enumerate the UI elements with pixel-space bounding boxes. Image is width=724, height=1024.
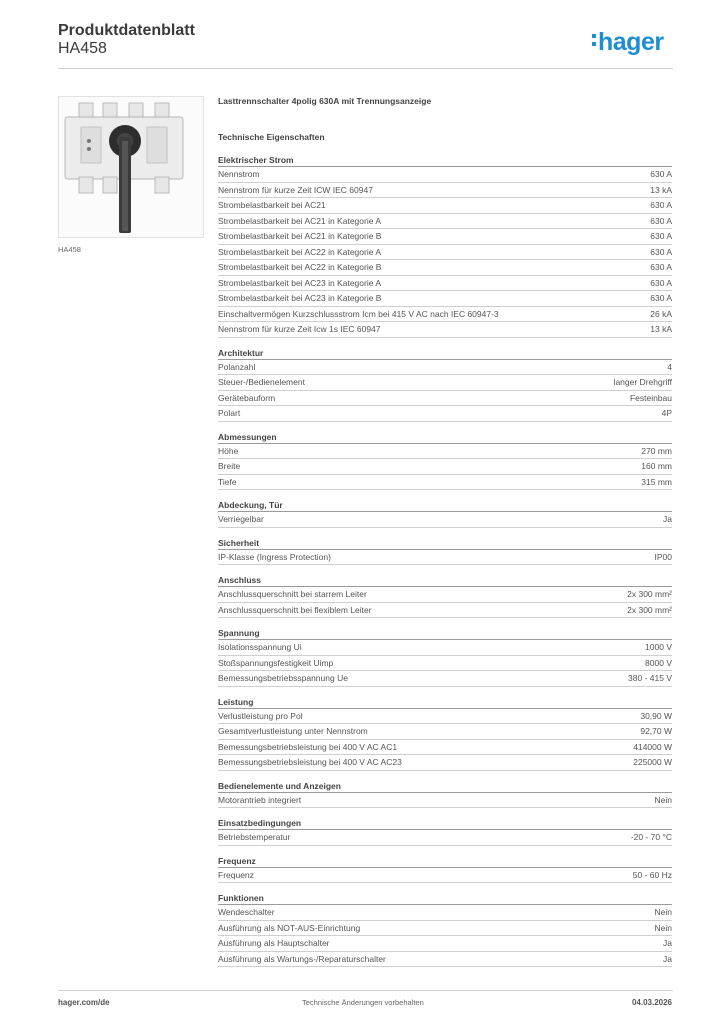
spec-row [218,755,672,771]
technical-properties-heading: Technische Eigenschaften [218,132,325,142]
header-divider [58,68,673,69]
spec-label: Strombelastbarkeit bei AC23 in Kategorie B [218,293,382,303]
spec-label: Breite [218,461,241,471]
spec-row [218,512,672,528]
spec-label: Betriebstemperatur [218,832,291,842]
spec-row [218,260,672,276]
spec-section [218,855,672,884]
logo-text: hager [598,28,664,56]
spec-value: 630 A [650,169,672,179]
spec-value: 630 A [650,200,672,210]
datasheet-content [218,96,672,976]
section-title: Elektrischer Strom [218,154,672,167]
spec-value: 1000 V [645,642,672,652]
spec-label: Strombelastbarkeit bei AC21 in Kategorie B [218,231,382,241]
spec-section [218,780,672,809]
spec-value: 630 A [650,293,672,303]
section-title: Spannung [218,627,672,640]
spec-row [218,550,672,566]
spec-section [218,537,672,566]
spec-row [218,322,672,338]
spec-value: 630 A [650,246,672,257]
hager-logo [592,28,664,57]
section-title: Architektur [218,347,672,360]
spec-value: 2x 300 mm² [627,589,672,599]
spec-value: 13 kA [650,324,672,334]
spec-label: Ausführung als Wartungs-/Reparaturschalter [218,953,386,964]
spec-row [218,360,672,376]
spec-row [218,214,672,230]
spec-label: Isolationsspannung Ui [218,642,302,652]
spec-value: 380 - 415 V [628,673,672,683]
spec-value: Nein [654,907,672,917]
section-title: Bedienelemente und Anzeigen [218,780,672,793]
logo-dots-icon [592,34,596,50]
spec-row [218,375,672,391]
spec-label: Motorantrieb integriert [218,794,302,805]
spec-row [218,307,672,323]
section-title: Einsatzbedingungen [218,817,672,830]
spec-section [218,817,672,846]
spec-label: Verlustleistung pro Pol [218,710,303,721]
image-caption: HA458 [58,245,81,254]
spec-value: Ja [663,938,672,948]
spec-label: Tiefe [218,476,237,487]
spec-row [218,793,672,809]
spec-value: langer Drehgriff [613,377,672,387]
spec-label: Wendeschalter [218,907,275,917]
spec-row [218,830,672,846]
footer-notice: Technische Änderungen vorbehalten [302,998,424,1007]
switch-disconnector-illustration [59,97,203,237]
spec-label: Bemessungsbetriebsleistung bei 400 V AC AC23 [218,757,402,767]
spec-label: Polanzahl [218,361,256,372]
spec-row [218,740,672,756]
spec-value: 4P [661,408,672,418]
spec-row [218,245,672,261]
spec-value: Festeinbau [629,392,672,403]
spec-value: 2x 300 mm² [627,604,672,615]
spec-row [218,391,672,407]
spec-label: Strombelastbarkeit bei AC22 in Kategorie A [218,246,382,257]
spec-section [218,347,672,422]
footer-divider [58,990,673,991]
spec-row [218,921,672,937]
spec-value: 630 A [650,277,672,288]
spec-label: Strombelastbarkeit bei AC22 in Kategorie B [218,262,382,272]
spec-label: Nennstrom [218,169,260,179]
spec-value: 160 mm [641,461,672,471]
spec-row [218,198,672,214]
spec-value: Nein [654,794,672,805]
spec-row [218,475,672,491]
spec-value: 270 mm [641,445,672,456]
spec-label: Verriegelbar [218,514,264,524]
spec-row [218,459,672,475]
spec-value: Ja [663,514,672,524]
spec-row [218,709,672,725]
spec-label: Strombelastbarkeit bei AC21 in Kategorie A [218,215,382,226]
spec-row [218,724,672,740]
document-title: Produktdatenblatt [58,22,195,39]
spec-label: Frequenz [218,869,254,880]
spec-row [218,603,672,619]
spec-section [218,499,672,528]
spec-row [218,276,672,292]
spec-label: Einschaltvermögen Kurzschlussstrom Icm bei 415 V AC nach IEC 60947-3 [218,308,499,319]
spec-label: Steuer-/Bedienelement [218,377,305,387]
spec-section [218,431,672,491]
spec-section [218,892,672,967]
spec-value: 225000 W [633,757,672,767]
spec-label: Stoßspannungsfestigkeit Uimp [218,657,334,668]
spec-label: Bemessungsbetriebsspannung Ue [218,673,348,683]
spec-value: Nein [654,922,672,933]
spec-section [218,627,672,687]
section-title: Leistung [218,696,672,709]
spec-section [218,574,672,618]
spec-value: 630 A [650,215,672,226]
spec-label: Strombelastbarkeit bei AC21 [218,200,326,210]
spec-label: Anschlussquerschnitt bei starrem Leiter [218,589,367,599]
spec-label: Bemessungsbetriebsleistung bei 400 V AC AC1 [218,741,398,752]
spec-sections [218,154,672,967]
spec-label: Nennstrom für kurze Zeit Icw 1s IEC 60947 [218,324,381,334]
spec-row [218,183,672,199]
spec-row [218,640,672,656]
spec-row [218,587,672,603]
spec-value: 30,90 W [640,710,672,721]
spec-row [218,905,672,921]
footer-date: 04.03.2026 [631,998,672,1007]
product-description: Lasttrennschalter 4polig 630A mit Trennungsanzeige [218,96,432,106]
spec-value: -20 - 70 °C [630,832,672,842]
spec-value: 50 - 60 Hz [632,869,672,880]
section-title: Abdeckung, Tür [218,499,672,512]
spec-label: Gesamtverlustleistung unter Nennstrom [218,726,368,736]
spec-label: Strombelastbarkeit bei AC23 in Kategorie A [218,277,382,288]
spec-value: IP00 [654,551,672,562]
spec-value: 630 A [650,262,672,272]
spec-value: Ja [663,953,672,964]
spec-label: Gerätebauform [218,392,276,403]
product-code: HA458 [58,40,107,57]
spec-value: 315 mm [641,476,672,487]
product-image [58,96,204,238]
section-title: Frequenz [218,855,672,868]
spec-section [218,696,672,771]
spec-label: Ausführung als Hauptschalter [218,938,330,948]
spec-row [218,952,672,968]
section-title: Anschluss [218,574,672,587]
spec-row [218,444,672,460]
spec-value: 92,70 W [640,726,672,736]
spec-value: 8000 V [645,657,672,668]
spec-value: 13 kA [650,184,672,195]
spec-label: Anschlussquerschnitt bei flexiblem Leiter [218,604,372,615]
spec-label: Ausführung als NOT-AUS-Einrichtung [218,922,361,933]
section-title: Sicherheit [218,537,672,550]
spec-row [218,936,672,952]
spec-row [218,406,672,422]
section-title: Abmessungen [218,431,672,444]
section-title: Funktionen [218,892,672,905]
spec-row [218,656,672,672]
spec-row [218,229,672,245]
spec-value: 414000 W [633,741,672,752]
spec-row [218,671,672,687]
spec-label: Nennstrom für kurze Zeit ICW IEC 60947 [218,184,373,195]
spec-row [218,291,672,307]
spec-label: Höhe [218,445,239,456]
spec-row [218,868,672,884]
spec-row [218,167,672,183]
spec-section [218,154,672,338]
spec-label: IP-Klasse (Ingress Protection) [218,551,331,562]
spec-value: 630 A [650,231,672,241]
spec-value: 26 kA [650,308,672,319]
spec-value: 4 [667,361,672,372]
footer-website: hager.com/de [58,998,110,1007]
spec-label: Polart [218,408,241,418]
